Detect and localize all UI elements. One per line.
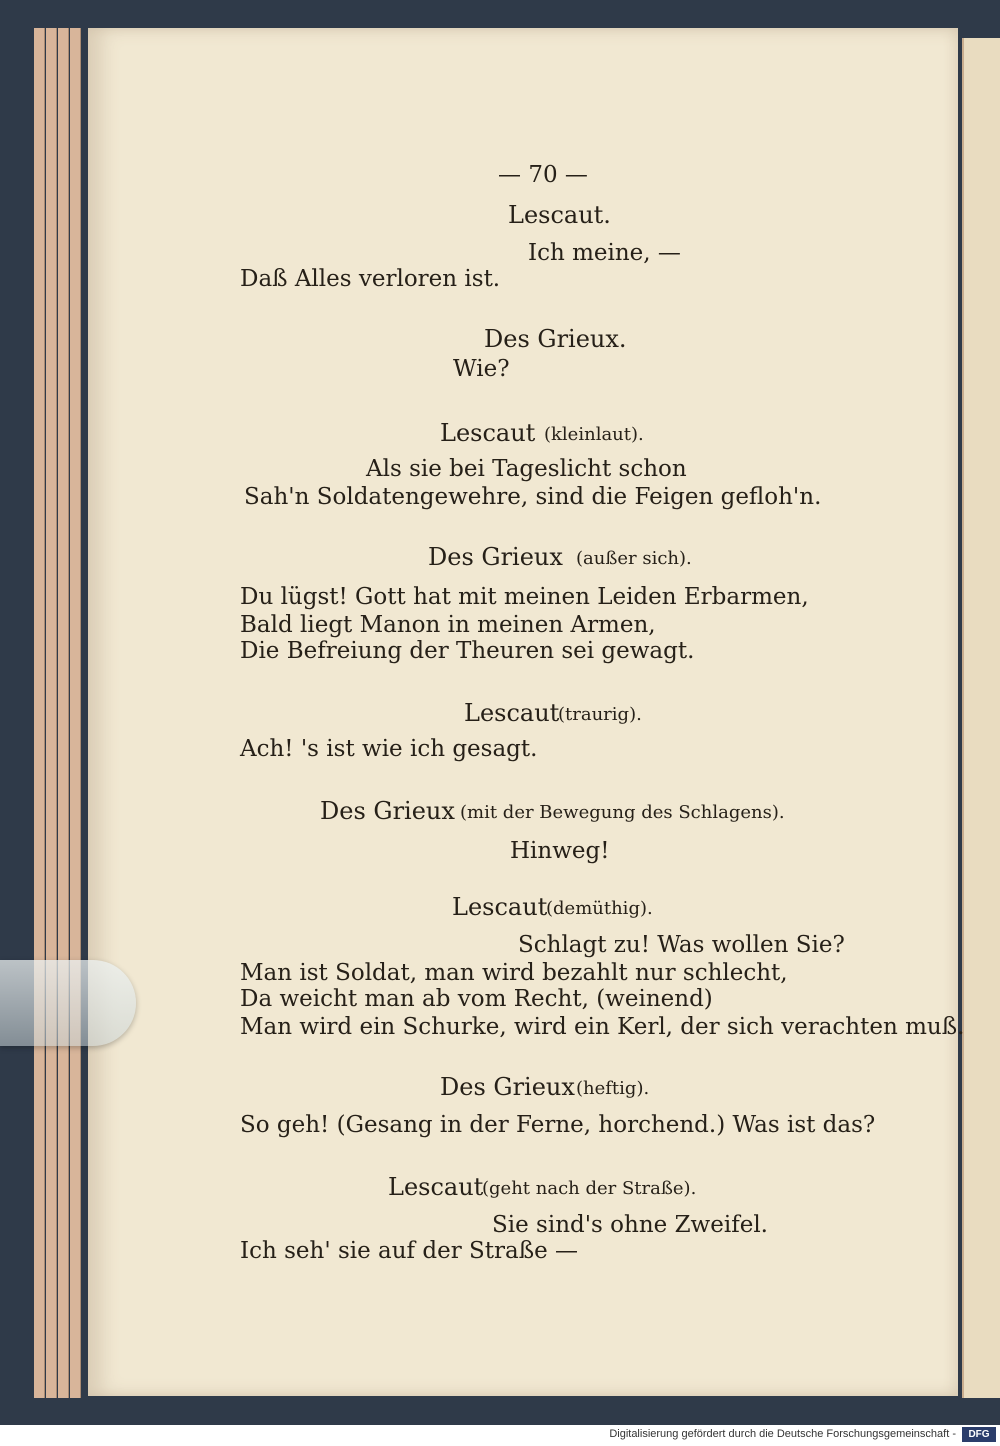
speaker-name: Lescaut — [452, 893, 548, 921]
text-line: Bald liegt Manon in meinen Armen, — [240, 612, 656, 638]
speaker-name: Des Grieux — [428, 543, 563, 571]
text-line: Du lügst! Gott hat mit meinen Leiden Erbarmen, — [240, 584, 809, 610]
page-edge — [70, 28, 81, 1398]
text-line: So geh! (Gesang in der Ferne, horchend.) Was ist das? — [240, 1112, 876, 1138]
text-line: Ich meine, — — [528, 240, 681, 266]
footer-credit: Digitalisierung gefördert durch die Deutsche Forschungsgemeinschaft - — [609, 1428, 956, 1440]
text-line: Hinweg! — [510, 838, 610, 864]
page-edge — [46, 28, 57, 1398]
speaker-name: Lescaut — [388, 1173, 484, 1201]
dfg-logo: DFG — [962, 1427, 996, 1442]
text-line: Die Befreiung der Theuren sei gewagt. — [240, 638, 695, 664]
stage-direction: (außer sich). — [576, 548, 692, 569]
book-page — [88, 28, 965, 1396]
text-line: Wie? — [453, 356, 510, 382]
page-edge — [34, 28, 45, 1398]
footer-bar — [0, 1425, 1000, 1446]
speaker-name: Des Grieux — [440, 1073, 575, 1101]
speaker-name: Des Grieux — [320, 797, 455, 825]
stage-direction: (geht nach der Straße). — [482, 1178, 697, 1199]
stage-direction: (kleinlaut). — [544, 424, 644, 445]
text-line: Daß Alles verloren ist. — [240, 266, 501, 292]
text-line: Sah'n Soldatengewehre, sind die Feigen gefloh'n. — [244, 484, 822, 510]
speaker-name: Lescaut — [440, 419, 536, 447]
text-line: Schlagt zu! Was wollen Sie? — [518, 932, 845, 958]
text-line: Man wird ein Schurke, wird ein Kerl, der sich verachten muß. — [240, 1014, 965, 1040]
page-number: — 70 — — [498, 162, 588, 188]
stage-direction: (traurig). — [558, 704, 642, 725]
speaker-name: Lescaut. — [508, 201, 611, 229]
stage-direction: (heftig). — [576, 1078, 650, 1099]
text-line: Ach! 's ist wie ich gesagt. — [240, 736, 538, 762]
speaker-name: Lescaut — [464, 699, 560, 727]
facing-page-edge — [962, 38, 1000, 1398]
stage-direction: (demüthig). — [546, 898, 653, 919]
text-line: Da weicht man ab vom Recht, (weinend) — [240, 986, 713, 1012]
text-line: Ich seh' sie auf der Straße — — [240, 1238, 579, 1264]
text-line: Man ist Soldat, man wird bezahlt nur schlecht, — [240, 960, 788, 986]
text-line: Sie sind's ohne Zweifel. — [492, 1212, 768, 1238]
stage-direction: (mit der Bewegung des Schlagens). — [460, 802, 785, 823]
speaker-name: Des Grieux. — [484, 325, 627, 353]
scanner-clip — [0, 960, 136, 1046]
page-edge — [58, 28, 69, 1398]
text-line: Als sie bei Tageslicht schon — [366, 456, 687, 482]
